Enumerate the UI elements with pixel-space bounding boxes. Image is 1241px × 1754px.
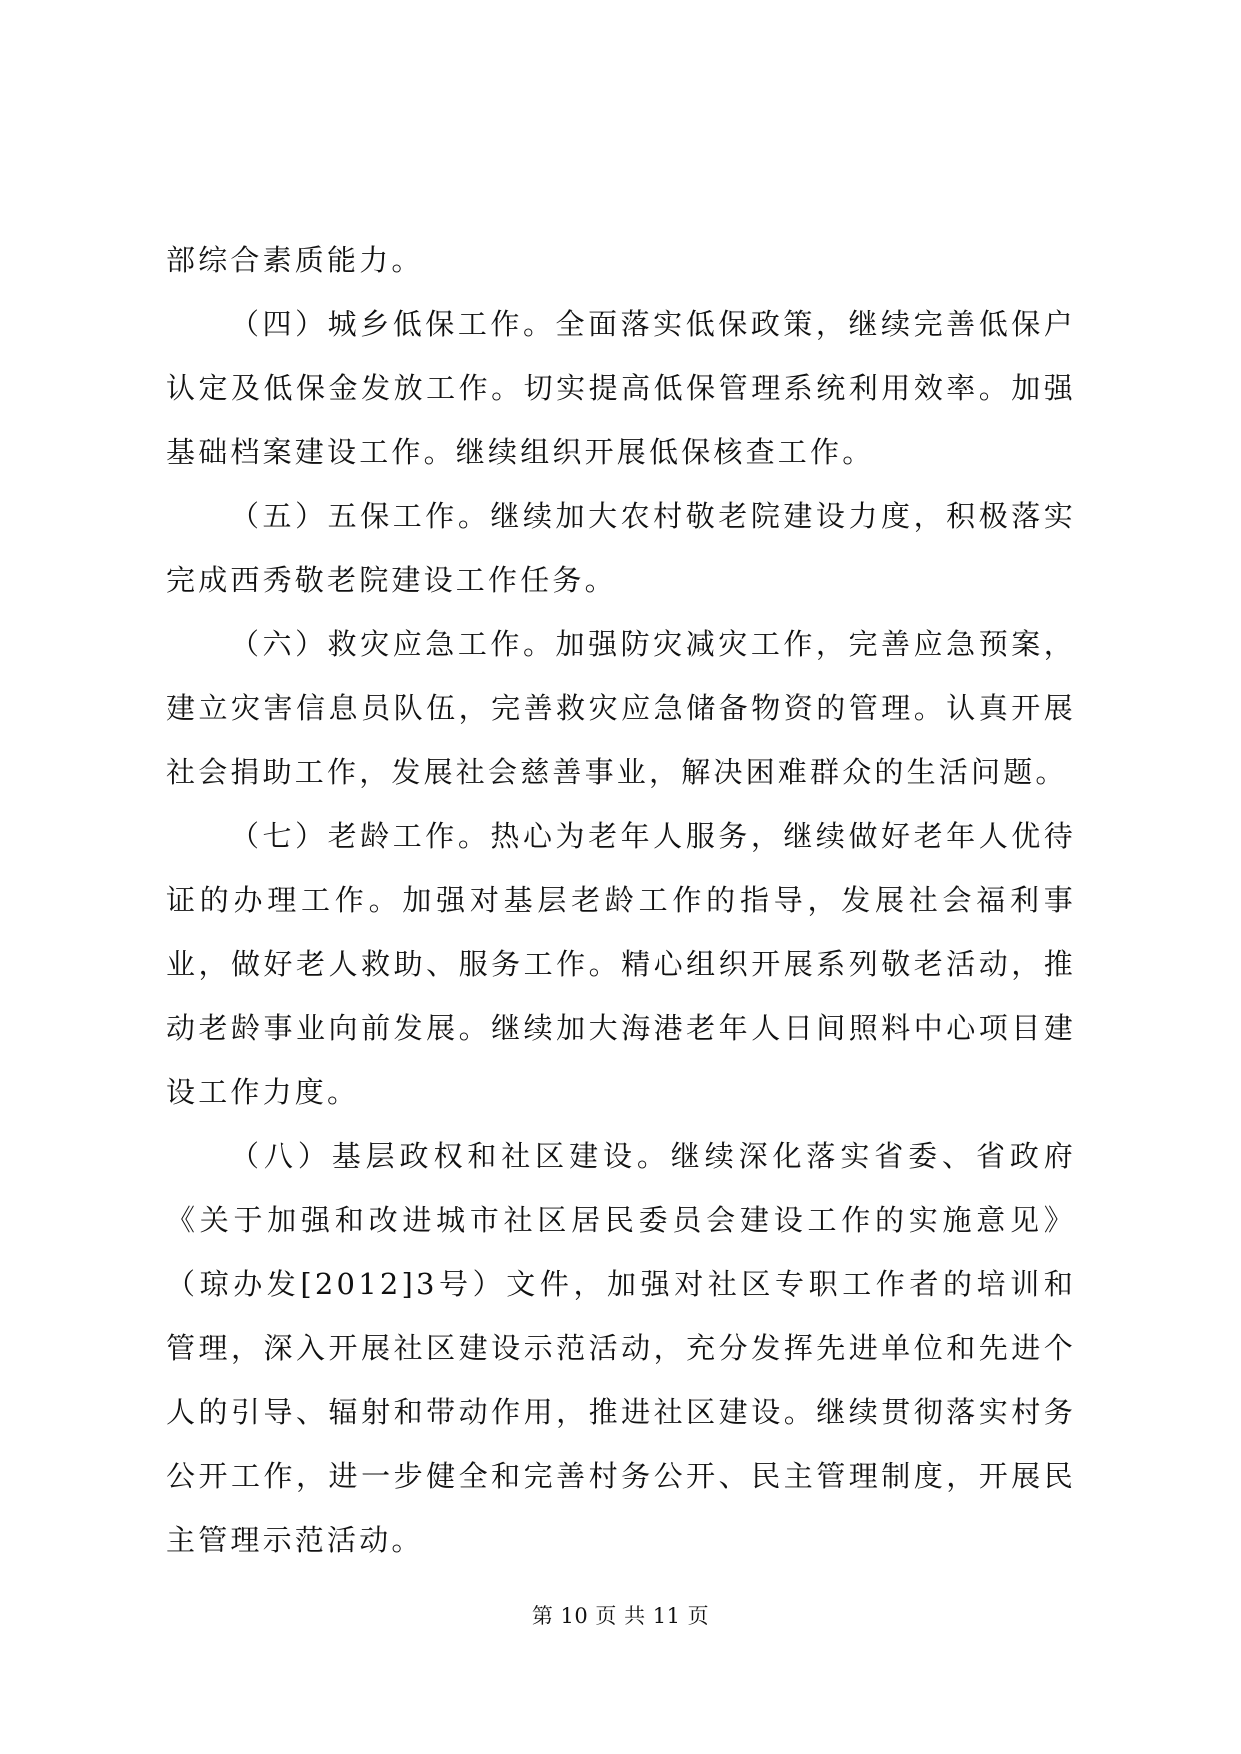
page-number-footer: 第 10 页 共 11 页	[531, 1604, 710, 1628]
paragraph-section-8: （八）基层政权和社区建设。继续深化落实省委、省政府《关于加强和改进城市社区居民委员会建设工作的实施意见》（琼办发[2012]3号）文件，加强对社区专职工作者的培训和管理，深入开展社区建设示范活动，充分发挥先进单位和先进个人的引导、辐射和带动作用，推进社区建设。继续贯彻落实村务公开工作，进一步健全和完善村务公开、民主管理制度，开展民主管理示范活动。	[166, 1139, 1076, 1557]
document-body	[166, 228, 1076, 1572]
paragraph-section-7: （七）老龄工作。热心为老年人服务，继续做好老年人优待证的办理工作。加强对基层老龄工作的指导，发展社会福利事业，做好老人救助、服务工作。精心组织开展系列敬老活动，推动老龄事业向前发展。继续加大海港老年人日间照料中心项目建设工作力度。	[166, 819, 1076, 1109]
paragraph-continuation: 部综合素质能力。	[166, 243, 424, 277]
paragraph-section-5: （五）五保工作。继续加大农村敬老院建设力度，积极落实完成西秀敬老院建设工作任务。	[166, 499, 1076, 597]
paragraph-section-6: （六）救灾应急工作。加强防灾减灾工作，完善应急预案，建立灾害信息员队伍，完善救灾应急储备物资的管理。认真开展社会捐助工作，发展社会慈善事业，解决困难群众的生活问题。	[166, 627, 1076, 789]
paragraph-section-4: （四）城乡低保工作。全面落实低保政策，继续完善低保户认定及低保金发放工作。切实提高低保管理系统利用效率。加强基础档案建设工作。继续组织开展低保核查工作。	[166, 307, 1076, 469]
